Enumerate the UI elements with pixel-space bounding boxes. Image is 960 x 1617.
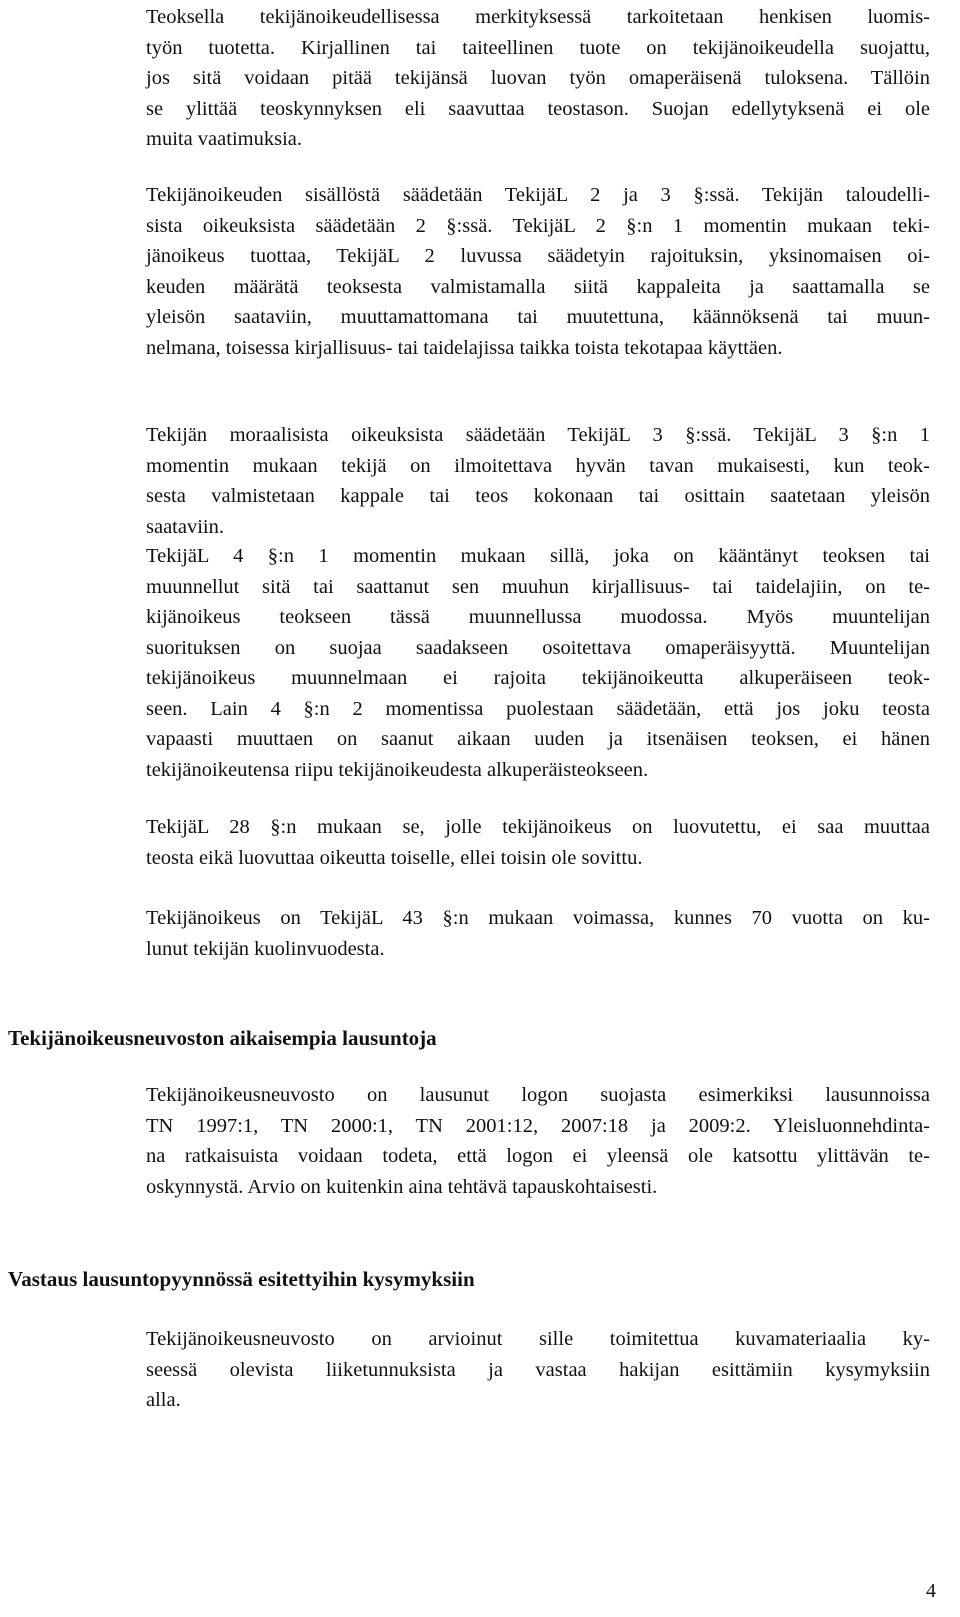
- text-line: momentin mukaan tekijä on ilmoitettava hyvän tavan mukaisesti, kun teok-: [146, 454, 930, 477]
- text-line: sesta valmistetaan kappale tai teos kokonaan tai osittain saatetaan yleisön: [146, 485, 930, 507]
- paragraph-adaptation: [146, 541, 930, 785]
- text-line: tekijänoikeutensa riipu tekijänoikeudesta alkuperäisteokseen.: [146, 758, 649, 781]
- text-line: jos sitä voidaan pitää tekijänsä luovan työn omaperäisenä tuloksena. Tällöin: [146, 67, 930, 89]
- text-line: vapaasti muuttaen on saanut aikaan uuden ja itsenäisen teoksen, ei hänen: [146, 728, 930, 750]
- text-line: TekijäL 4 §:n 1 momentin mukaan sillä, joka on kääntänyt teoksen tai: [146, 545, 930, 567]
- text-line: tekijänoikeus muunnelmaan ei rajoita tekijänoikeutta alkuperäiseen teok-: [146, 667, 930, 689]
- text-line: lunut tekijän kuolinvuodesta.: [146, 937, 385, 960]
- text-line: Tekijänoikeuden sisällöstä säädetään TekijäL 2 ja 3 §:ssä. Tekijän taloudelli-: [146, 184, 930, 206]
- paragraph-transfer: [146, 812, 930, 873]
- text-line: yleisön saataviin, muuttamattomana tai muutettuna, käännöksenä tai muun-: [146, 306, 930, 328]
- text-line: TN 1997:1, TN 2000:1, TN 2001:12, 2007:18 ja 2009:2. Yleisluonnehdinta-: [146, 1114, 930, 1137]
- paragraph-copyright-content: [146, 180, 930, 363]
- text-line: seessä olevista liiketunnuksista ja vastaa hakijan esittämiin kysymyksiin: [146, 1358, 930, 1381]
- text-line: Teoksella tekijänoikeudellisessa merkityksessä tarkoitetaan henkisen luomis-: [146, 6, 930, 28]
- paragraph-previous-statements: [146, 1080, 930, 1202]
- paragraph-answers: [146, 1324, 930, 1416]
- text-line: saataviin.: [146, 515, 224, 538]
- heading-previous-statements: Tekijänoikeusneuvoston aikaisempia lausuntoja: [8, 1026, 437, 1050]
- text-line: työn tuotetta. Kirjallinen tai taiteellinen tuote on tekijänoikeudella suojattu,: [146, 36, 930, 59]
- text-line: keuden määrätä teoksesta valmistamalla siitä kappaleita ja saattamalla se: [146, 275, 930, 298]
- text-line: Tekijänoikeus on TekijäL 43 §:n mukaan voimassa, kunnes 70 vuotta on ku-: [146, 907, 930, 929]
- text-line: se ylittää teoskynnyksen eli saavuttaa teostason. Suojan edellytyksenä ei ole: [146, 97, 930, 120]
- text-line: na ratkaisuista voidaan todeta, että logon ei yleensä ole katsottu ylittävän te-: [146, 1145, 930, 1167]
- text-line: suorituksen on suojaa saadakseen osoitettava omaperäisyyttä. Muuntelijan: [146, 636, 930, 659]
- text-line: Tekijänoikeusneuvosto on arvioinut sille toimitettua kuvamateriaalia ky-: [146, 1328, 930, 1350]
- text-line: TekijäL 28 §:n mukaan se, jolle tekijänoikeus on luovutettu, ei saa muuttaa: [146, 816, 930, 838]
- text-line: muita vaatimuksia.: [146, 128, 302, 150]
- text-line: seen. Lain 4 §:n 2 momentissa puolestaan säädetään, että jos joku teosta: [146, 697, 930, 720]
- text-line: teosta eikä luovuttaa oikeutta toiselle, ellei toisin ole sovittu.: [146, 846, 643, 869]
- text-line: sista oikeuksista säädetään 2 §:ssä. TekijäL 2 §:n 1 momentin mukaan teki-: [146, 214, 930, 237]
- paragraph-work-definition: [146, 2, 930, 155]
- heading-answers: Vastaus lausuntopyynnössä esitettyihin kysymyksiin: [8, 1267, 475, 1291]
- text-line: oskynnystä. Arvio on kuitenkin aina tehtävä tapauskohtaisesti.: [146, 1175, 658, 1198]
- text-line: nelmana, toisessa kirjallisuus- tai taidelajissa taikka toista tekotapaa käyttäen.: [146, 336, 783, 359]
- text-line: Tekijän moraalisista oikeuksista säädetään TekijäL 3 §:ssä. TekijäL 3 §:n 1: [146, 424, 930, 446]
- text-line: jänoikeus tuottaa, TekijäL 2 luvussa säädetyin rajoituksin, yksinomaisen oi-: [146, 245, 930, 267]
- text-line: kijänoikeus teokseen tässä muunnellussa muodossa. Myös muuntelijan: [146, 606, 930, 628]
- paragraph-duration: [146, 903, 930, 964]
- paragraph-moral-rights: [146, 420, 930, 542]
- text-line: alla.: [146, 1389, 181, 1411]
- text-line: Tekijänoikeusneuvosto on lausunut logon suojasta esimerkiksi lausunnoissa: [146, 1084, 930, 1106]
- text-line: muunnellut sitä tai saattanut sen muuhun kirjallisuus- tai taidelajiin, on te-: [146, 575, 930, 598]
- page-number: 4: [926, 1580, 936, 1602]
